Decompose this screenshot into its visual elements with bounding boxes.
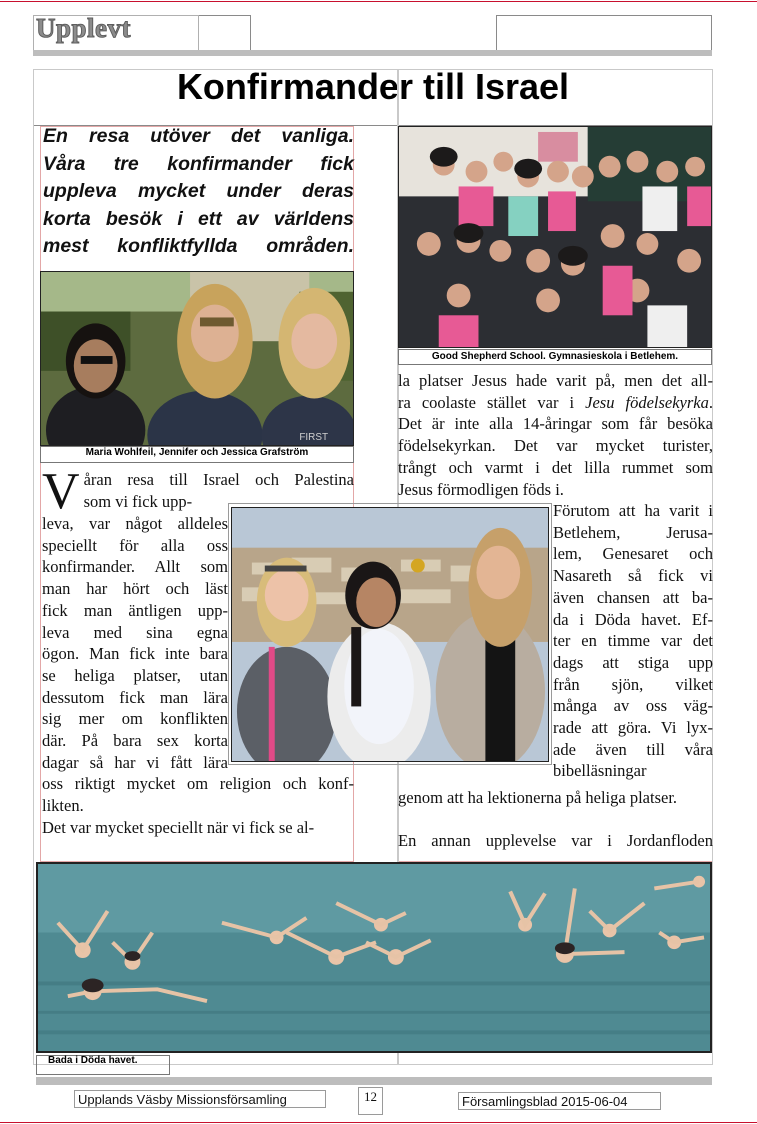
article-line: man har hört och läst (42, 579, 228, 599)
lead-line: Våra tre konfirmander fick (43, 152, 354, 175)
article-line: bibelläsningar (553, 761, 647, 781)
footer-organization: Upplands Väsby Missionsförsamling (74, 1090, 326, 1108)
article-line: lem, Genesaret och (553, 544, 713, 564)
article-line (398, 392, 713, 414)
article-line: En annan upplevelse var i Jordanfloden (398, 831, 713, 851)
footer-rule (36, 1077, 712, 1085)
dead-sea-photo (36, 862, 712, 1053)
article-line: sig mer om konflikten (42, 709, 228, 729)
article-line: som vi fick upp- (83, 491, 193, 511)
article-line-part: ra coolaste stället var i (398, 392, 586, 412)
section-label: Upplevt (36, 13, 132, 43)
article-line: speciellt för alla oss (42, 535, 228, 555)
lead-line: korta besök i ett av världens (43, 207, 354, 230)
girls-photo (40, 271, 354, 446)
article-line: fick man äntligen upp- (42, 600, 228, 620)
article-line: leva, var något alldeles (42, 514, 228, 533)
article-line: oss riktigt mycket om religion och konf- (42, 774, 354, 794)
article-line: ade även till våra (553, 739, 713, 759)
article-line: konfirmander. Allt som (42, 557, 228, 577)
article-line: åran resa till Israel och Palestina (83, 470, 354, 489)
article-right-column-bottom (398, 787, 713, 852)
school-photo (398, 126, 712, 348)
jerusalem-photo-graphic (232, 508, 548, 761)
page-title: Konfirmander till Israel (176, 66, 570, 107)
dead-sea-caption: Bada i Döda havet. (48, 1055, 138, 1066)
article-line: dags att stiga upp (553, 652, 713, 672)
page-number: 12 (358, 1087, 383, 1115)
lead-line: mest konfliktfyllda områden. (43, 235, 354, 257)
bottom-margin-line (0, 1122, 757, 1123)
article-right-column-top (398, 370, 713, 500)
article-line: likten. (42, 796, 84, 816)
header-rule (33, 50, 712, 56)
article-line: da i Döda havet. Ef- (553, 609, 713, 629)
article-line: från sjön, vilket (553, 674, 713, 694)
article-line: rade att göra. Vi lyx- (553, 718, 713, 738)
article-line: Förutom att ha varit i (553, 501, 713, 520)
article-line: dagar så har vi fått lära (42, 752, 228, 772)
article-line: dessutom fick man lära (42, 687, 228, 707)
article-line: se heliga platser, utan (42, 665, 228, 685)
article-right-column-narrow (553, 500, 713, 782)
girls-photo-caption: Maria Wohlfeil, Jennifer och Jessica Grafström (85, 447, 309, 458)
article-line: Jesus förmodligen föds i. (398, 479, 564, 499)
lead-paragraph (43, 123, 354, 261)
lead-line: uppleva mycket under deras (43, 180, 354, 202)
article-line: även chansen att ba- (553, 587, 713, 607)
article-line: ögon. Man fick inte bara (42, 644, 228, 664)
drop-cap: V (42, 463, 80, 520)
article-line: Betlehem, Jerusa- (553, 522, 713, 542)
article-line: Det var mycket speciellt när vi fick se al- (42, 817, 315, 837)
footer-publication-date: Församlingsblad 2015-06-04 (458, 1092, 661, 1110)
top-margin-line (0, 1, 757, 2)
article-line: genom att ha lektionerna på heliga platser. (398, 788, 678, 807)
article-italic-term: Jesu födelsekyrka (585, 392, 709, 412)
article-line: många av oss väg- (553, 696, 713, 716)
dead-sea-photo-graphic (38, 864, 710, 1051)
article-blank-line (398, 809, 713, 831)
lead-line: En resa utöver det vanliga. (43, 125, 354, 147)
article-line: Det är inte alla 14-åringar som får besöka (398, 414, 713, 434)
article-line: där. På bara sex korta (42, 731, 228, 751)
article-line: Nasareth så fick vi (553, 566, 713, 586)
article-line-part: . (708, 392, 714, 412)
school-photo-caption: Good Shepherd School. Gymnasieskola i Betlehem. (431, 351, 679, 362)
article-line: födelsekyrkan. Det var mycket turister, (398, 436, 713, 456)
article-line: leva med sina egna (42, 622, 228, 642)
svg-text:FIRST: FIRST (299, 432, 329, 444)
article-line: ter en timme var det (553, 631, 713, 651)
jerusalem-photo (231, 507, 549, 762)
article-line: la platser Jesus hade varit på, men det all- (398, 371, 713, 390)
article-line: trångt och varmt i det lilla rummet som (398, 457, 713, 477)
school-photo-graphic (399, 127, 711, 347)
girls-photo-graphic (41, 272, 353, 445)
